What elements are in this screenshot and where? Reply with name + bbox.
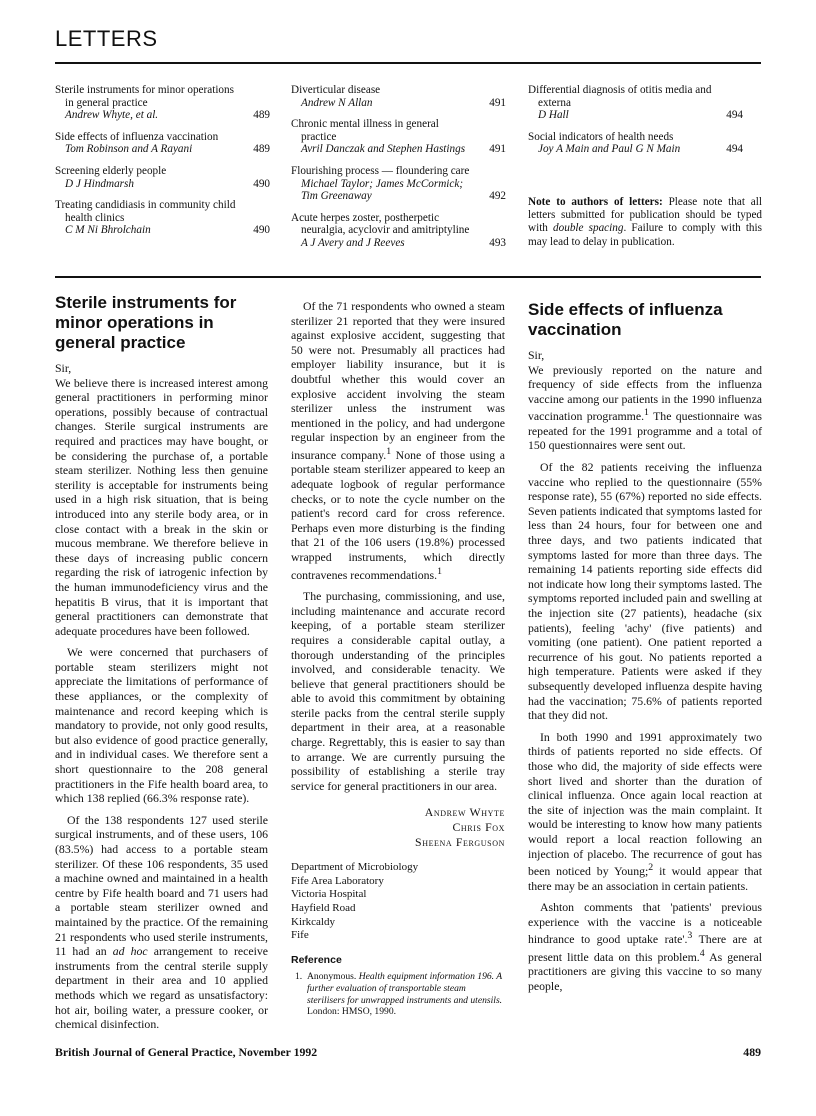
toc-column-2 xyxy=(291,84,506,259)
signatory: Sheena Ferguson xyxy=(415,834,505,849)
article-2-column xyxy=(528,300,762,994)
address-line: Hayfield Road xyxy=(291,902,356,914)
signatories xyxy=(291,805,505,849)
toc-entry-page: 491 xyxy=(489,96,506,109)
paragraph xyxy=(528,730,762,893)
citation-marker: 1 xyxy=(437,565,443,577)
toc-entry[interactable] xyxy=(291,84,506,109)
toc-column-1 xyxy=(55,84,270,246)
toc-entry-authors: D J Hindmarsh xyxy=(65,177,134,190)
citation-marker: 2 xyxy=(648,862,654,874)
toc-entry-title: in general practice xyxy=(65,96,148,109)
toc-entry-authors: Andrew N Allan xyxy=(301,96,373,109)
note-text: . Failure to comply with this may lead to delay in publication. xyxy=(528,222,762,248)
paragraph-text: it would appear that there may be an association in certain patients. xyxy=(528,864,762,893)
toc-entry-page: 492 xyxy=(489,190,506,203)
address xyxy=(291,861,505,943)
toc-entry-title: Flourishing process — floundering care xyxy=(291,164,470,177)
citation-marker: 4 xyxy=(699,947,705,959)
reference-number: 1. xyxy=(295,971,303,983)
toc-entry-page: 493 xyxy=(489,236,506,249)
paragraph-text: None of those using a portable steam sterilizer appeared to keep an adequate logbook of regular performance checks, or to note the cycle number on the patient's record card for cross reference. Perhaps even more disturbing is the finding that 21 of the 106 users (19.8%) processed wrapped instruments, which directly contravenes recommendations. xyxy=(291,447,505,582)
toc-entry-title: Acute herpes zoster, postherpetic xyxy=(291,211,440,224)
toc-entry[interactable] xyxy=(528,131,743,156)
toc-entry-authors: Tom Robinson and A Rayani xyxy=(65,143,193,156)
address-line: Fife xyxy=(291,929,309,942)
toc-entry-title: practice xyxy=(301,130,337,143)
paragraph: Of the 82 patients receiving the influenza vaccine who replied to the questionnaire (55% response rate), 55 (67%) reported no side effects. Seven patients indicated that symptoms lasted for less than 24 hours, four for between one and three days, and two patients indicated that symptoms lasted for more than three days. The remaining 14 patients reporting side effects did not indicate how long their symptoms lasted. The symptoms reported included pain and swelling at the injection site (27 patients), headache (six patients), feeling 'achy' (five patients) and vomiting (one patient). One patient reported a recurrence of his gout. No patients reported a high temperature. Patients were asked if they subsequently developed influenza despite having had the vaccination; 75.6% of patients reported that they did not. xyxy=(528,460,762,723)
paragraph xyxy=(528,900,762,993)
article-1-column-2 xyxy=(291,299,505,1018)
reference-heading: Reference xyxy=(291,953,342,966)
paragraph xyxy=(528,363,762,453)
toc-entry-title: Social indicators of health needs xyxy=(528,130,674,143)
address-line: Department of Microbiology xyxy=(291,861,419,874)
toc-entry-page: 489 xyxy=(253,143,270,156)
citation-marker: 3 xyxy=(687,930,693,942)
reference-publisher: London: HMSO, 1990. xyxy=(307,1006,397,1018)
toc-entry-title: Screening elderly people xyxy=(55,164,167,177)
paragraph-text: In both 1990 and 1991 approximately two thirds of patients reported no side effects. Of those who did, the majority of side effects were short lived and shorter than the duration of clinical influenza. Once again local reaction at the site of injection was the main complaint. It would be interesting to know how many patients would report a local reaction following an injection of placebo. The recurrence of gout has been noticed by Young; xyxy=(528,729,762,879)
reference-title: Health equipment information 196. A further evaluation of transportable steam sterilisers for unwrapped instruments and utensils. xyxy=(307,971,503,1006)
toc-entry-page: 489 xyxy=(253,109,270,122)
toc-column-3 xyxy=(528,84,743,165)
toc-bottom-rule xyxy=(55,276,761,278)
paragraph-text: Of the 71 respondents who owned a steam sterilizer 21 reported that they were insured against explosive accident, suggesting that 50 were not. Presumably all practices had employer liability insurance, but it is doubtful whether this would cover an explosive accident involving the steam sterilizer unless the instrument was mentioned in the policy, and had undergone regular inspection by an engineer from the insurance company. xyxy=(291,299,505,462)
section-header: LETTERS xyxy=(55,26,158,51)
citation-marker: 1 xyxy=(386,445,392,457)
toc-entry[interactable] xyxy=(291,118,506,156)
toc-entry-page: 490 xyxy=(253,224,270,237)
toc-entry-title: neuralgia, acyclovir and amitriptyline xyxy=(301,224,470,237)
paragraph-text: We previously reported on the nature and frequency of side effects from the influenza vaccine among our patients in the 1990 influenza vaccination programme. xyxy=(528,362,762,424)
paragraph: We were concerned that purchasers of portable steam sterilizers might not appreciate the limitations of performance of these appliances, or the complexity of maintenance and record keeping which is mandatory to provide, not only good results, but also evidence of good practice generally, and in individual cases. We therefore sent a short questionnaire to the 208 general practitioners in the Fife health board area, to which 138 replied (66.3% response rate). xyxy=(55,645,268,806)
toc-entry-title: Sterile instruments for minor operations xyxy=(55,84,234,96)
paragraph-text: arrangement to receive instruments from the central sterile supply department in their area and 10 applied methods which we regard as unsatisfactory: hot air, boiling water, a pressure cooker, or chemical disinfection. xyxy=(55,944,269,1032)
paragraph: We believe there is increased interest among general practitioners in performing minor operations, possibly because of contractual changes. Sterile surgical instruments are required and practices may have bought, or be considering the purchase of, a portable steam sterilizer. Nothing less then genuine sterility is acceptable for instruments being used in a high risk situation, that is being introduced into any sterile body area, or in close contact with a break in the skin or mucous membrane. We therefore believe in these days of increasing public concern regarding the risk of iatrogenic infection by the human immunodeficiency virus and the hepatitis B virus, that it is important that general practitioners can demonstrate that adequate procedures have been followed. xyxy=(55,375,268,638)
reference-author: Anonymous. xyxy=(307,971,359,983)
toc-entry-title: Treating candidiasis in community child xyxy=(55,199,236,212)
toc-entry-page: 491 xyxy=(489,143,506,156)
address-line: Kirkcaldy xyxy=(291,915,335,928)
toc-entry-page: 490 xyxy=(253,177,270,190)
toc-entry-authors: Michael Taylor; James McCormick; xyxy=(301,177,464,190)
paragraph-emphasis: ad hoc xyxy=(112,944,148,959)
toc-entry-title: health clinics xyxy=(65,211,125,224)
signatory: Andrew Whyte xyxy=(424,805,505,820)
toc-entry-page: 494 xyxy=(726,143,743,156)
paragraph: The purchasing, commissioning, and use, including maintenance and accurate record keeping, of a portable steam sterilizer requires a considerable capital outlay, a thorough understanding of the principles involved, and considerable tenacity. We believe that general practitioners should be able to avoid this commitment by obtaining sterile packs from the central sterile supply department in their area, at a reasonable charge. Regrettably, this is easier to say than to arrange. We are currently pursuing the possibility of establishing a sterile tray service for general practitioners in our area. xyxy=(291,589,505,793)
address-line: Victoria Hospital xyxy=(291,888,367,901)
note-emphasis: double spacing xyxy=(553,222,624,235)
toc-entry-authors: Joy A Main and Paul G N Main xyxy=(538,143,681,156)
toc-entry[interactable] xyxy=(291,212,506,250)
toc-entry-page: 494 xyxy=(726,109,743,122)
paragraph-text: Of the 138 respondents 127 used sterile surgical instruments, and of these users, 106 (83.5%) had access to a portable steam sterilizer. Of these 106 respondents, 35 used a machine owned and maintained in a health centre by Fife health board and 71 users had a portable steam sterilizer owned and maintained by the practice. Of the remaining 21 respondents who used sterile instruments, 11 had an xyxy=(55,812,268,959)
toc-entry[interactable] xyxy=(55,165,270,190)
page-number: 489 xyxy=(743,1045,761,1059)
journal-footer: British Journal of General Practice, November 1992 xyxy=(55,1045,318,1059)
citation-marker: 1 xyxy=(644,407,649,419)
reference-item xyxy=(291,971,505,1017)
paragraph-text: As general practitioners are giving this vaccine to so many people, xyxy=(528,949,762,994)
toc-entry-authors: A J Avery and J Reeves xyxy=(301,236,405,249)
paragraph-text: There are at present little data on this problem. xyxy=(528,932,762,964)
paragraph xyxy=(55,813,268,1032)
toc-entry-authors: D Hall xyxy=(538,109,569,122)
paragraph-text: Ashton comments that 'patients' previous experience with the vaccine is a noticeable hindrance to good uptake rate'. xyxy=(528,900,762,947)
salutation: Sir, xyxy=(528,348,545,362)
article-title: Side effects of influenza vaccination xyxy=(528,300,723,339)
toc-entry-title: Differential diagnosis of otitis media and xyxy=(528,84,712,96)
note-lead: Note to authors of letters: xyxy=(528,196,663,208)
toc-entry[interactable] xyxy=(55,84,270,122)
toc-entry[interactable] xyxy=(291,165,506,203)
toc-entry-title: Side effects of influenza vaccination xyxy=(55,130,219,143)
signatory: Chris Fox xyxy=(452,820,505,835)
paragraph-text: The questionnaire was repeated for the 1991 programme and a total of 150 questionnaires were sent out. xyxy=(528,409,763,453)
note-to-authors xyxy=(528,196,762,249)
header-rule xyxy=(55,62,761,64)
toc-entry[interactable] xyxy=(55,199,270,237)
toc-entry-title: Diverticular disease xyxy=(291,84,381,96)
article-1-column-1 xyxy=(55,293,268,1032)
toc-entry-authors: Tim Greenaway xyxy=(301,190,372,203)
toc-entry-title: externa xyxy=(538,96,571,109)
toc-entry[interactable] xyxy=(55,131,270,156)
toc-entry-title: Chronic mental illness in general xyxy=(291,118,439,131)
note-text: Please note that all letters submitted for publication should be typed with xyxy=(528,196,762,235)
paragraph xyxy=(291,299,505,582)
toc-entry[interactable] xyxy=(528,84,743,122)
address-line: Fife Area Laboratory xyxy=(291,874,384,887)
toc-entry-authors: Avril Danczak and Stephen Hastings xyxy=(301,143,466,156)
toc-entry-authors: C M Ni Bhrolchain xyxy=(65,224,151,237)
article-title: Sterile instruments for minor operations in general practice xyxy=(55,293,237,352)
toc-entry-authors: Andrew Whyte, et al. xyxy=(65,109,159,122)
salutation: Sir, xyxy=(55,361,72,375)
